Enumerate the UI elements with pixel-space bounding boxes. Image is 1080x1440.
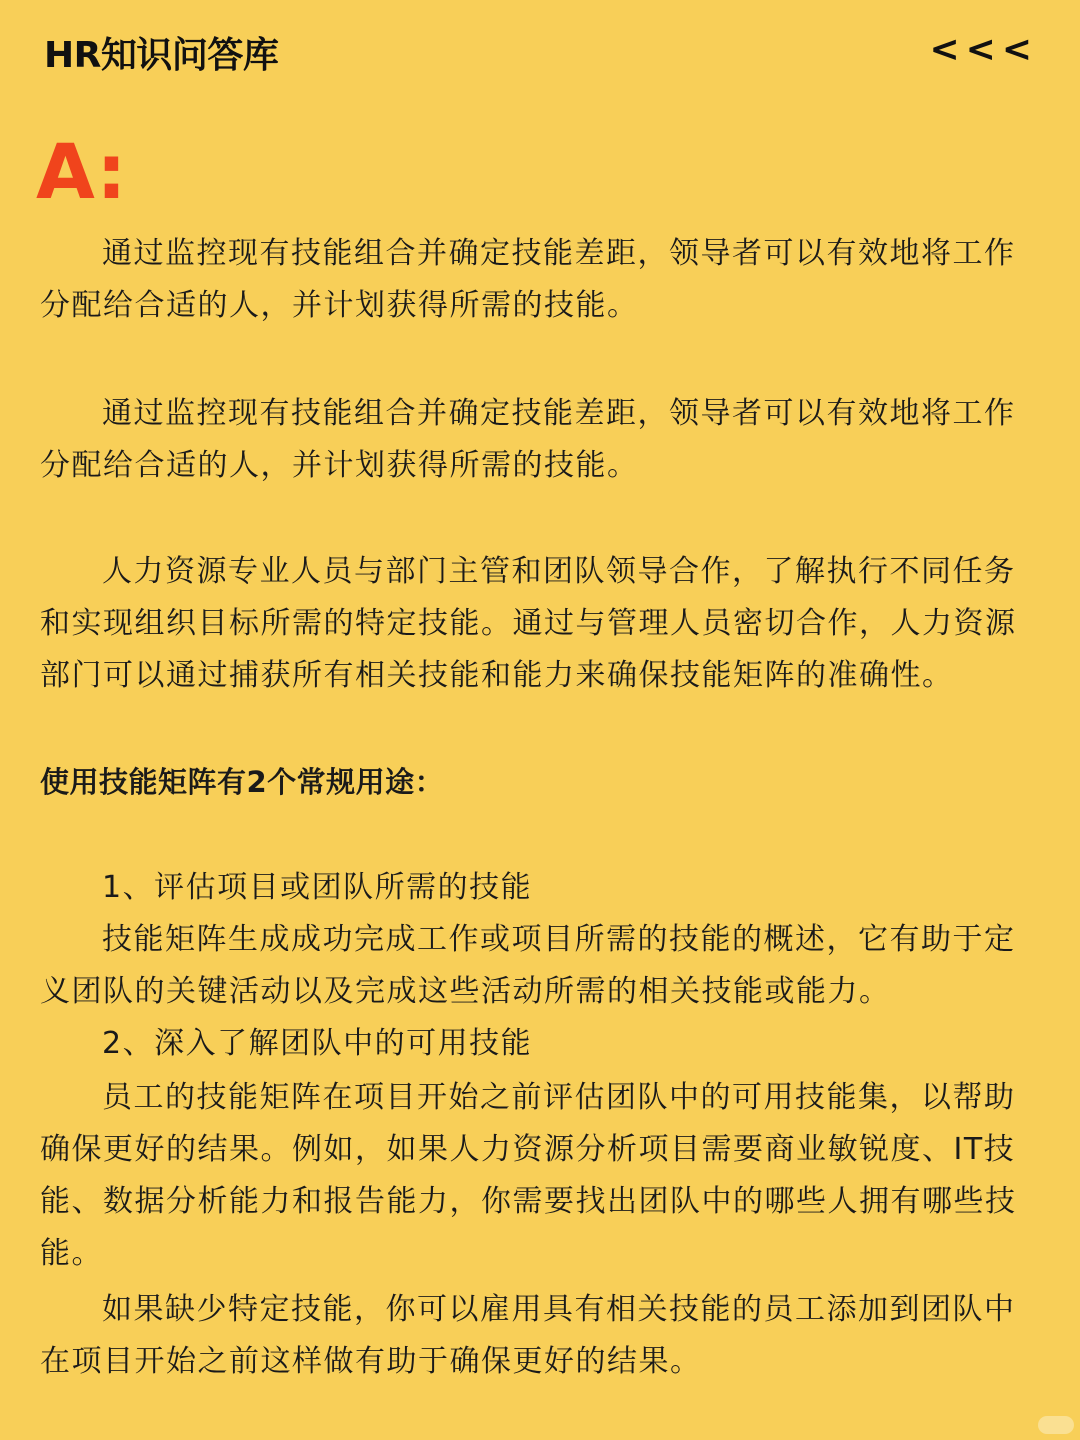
item-2-title: 2、深入了解团队中的可用技能 <box>102 1026 533 1061</box>
paragraph-3: 人力资源专业人员与部门主管和团队领导合作，了解执行不同任务和实现组织目标所需的特定技能。通过与管理人员密切合作，人力资源部门可以通过捕获所有相关技能和能力来确保技能矩阵的准确性。 <box>40 554 1017 693</box>
back-nav-icon[interactable]: <<< <box>929 29 1038 70</box>
watermark <box>1038 1416 1074 1434</box>
paragraph-1: 通过监控现有技能组合并确定技能差距，领导者可以有效地将工作分配给合适的人，并计划获得所需的技能。 <box>40 236 1016 323</box>
header-title: HR知识问答库 <box>44 35 279 76</box>
usage-heading: 使用技能矩阵有2个常规用途： <box>40 765 445 799</box>
item-1-title: 1、评估项目或团队所需的技能 <box>102 870 533 905</box>
paragraph-2: 通过监控现有技能组合并确定技能差距，领导者可以有效地将工作分配给合适的人，并计划获得所需的技能。 <box>40 396 1016 483</box>
item-1-body: 技能矩阵生成成功完成工作或项目所需的技能的概述，它有助于定义团队的关键活动以及完成这些活动所需的相关技能或能力。 <box>40 922 1016 1009</box>
answer-marker: A: <box>36 127 127 216</box>
closing-paragraph: 如果缺少特定技能，你可以雇用具有相关技能的员工添加到团队中在项目开始之前这样做有助于确保更好的结果。 <box>40 1292 1016 1379</box>
item-2-body: 员工的技能矩阵在项目开始之前评估团队中的可用技能集，以帮助确保更好的结果。例如，如果人力资源分析项目需要商业敏锐度、IT技能、数据分析能力和报告能力，你需要找出团队中的哪些人拥有哪些技能。 <box>40 1080 1017 1271</box>
